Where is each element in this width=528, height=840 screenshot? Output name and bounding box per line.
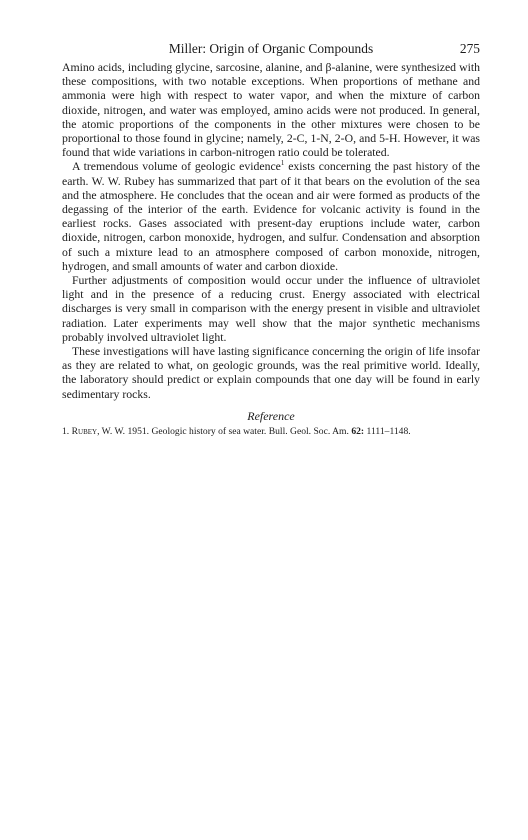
page-number: 275 — [459, 41, 480, 56]
reference-volume: 62: — [351, 425, 365, 437]
reference-pages: 1111–1148. — [366, 425, 411, 437]
footnote-marker: 1 — [280, 159, 285, 168]
page — [62, 40, 480, 437]
reference-author: Rubey, W. W. — [71, 425, 126, 437]
paragraph-geologic-evidence-start: A tremendous volume of geologic evidence — [72, 160, 281, 174]
reference-entry — [62, 426, 480, 438]
paragraph-further-adjustments: Further adjustments of composition would occur under the influence of ultraviolet light and in the presence of a reducing crust. Energy associated with electrical discharges is very small in comparison with the energy present in visible and ultraviolet radiation. Later experiments may well show that the major synthetic mechanisms probably involved ultraviolet light. — [62, 274, 480, 344]
reference-journal: Bull. Geol. Soc. Am. — [268, 425, 349, 437]
reference-year: 1951. — [127, 425, 150, 437]
paragraph-geologic-evidence — [62, 160, 480, 274]
reference-title: Geologic history of sea water. — [151, 425, 267, 437]
running-head — [62, 40, 480, 58]
paragraph-investigations: These investigations will have lasting significance concerning the origin of life insofar as they are related to what, on geologic grounds, was the real primitive world. Ideally, the laboratory should predict or explain compounds that one day will be found in early sedimentary rocks. — [62, 345, 480, 401]
running-title: Miller: Origin of Organic Compounds — [168, 41, 374, 56]
reference-number: 1. — [62, 425, 70, 437]
paragraph-amino-acids: Amino acids, including glycine, sarcosine, alanine, and β-alanine, were synthesized with these compositions, with two notable exceptions. When proportions of methane and ammonia were high with respect to water vapor, and when the mixture of carbon dioxide, nitrogen, and water was employed, amino acids were not produced. In general, the atomic proportions of the components in the other mixtures were chosen to be proportional to those found in glycine; namely, 2-C, 1-N, 2-O, and 5-H. However, it was found that wide variations in carbon-nitrogen ratio could be tolerated. — [62, 61, 480, 160]
reference-heading: Reference — [247, 408, 295, 423]
paragraph-geologic-evidence-rest: exists concerning the past history of the earth. W. W. Rubey has summarized that part of it that bears on the evolution of the sea and the atmosphere. He concludes that the ocean and air were formed as products of the degassing of the interior of the earth. Evidence for volcanic activity is found in the earliest rocks. Gases associated with present-day eruptions include water, carbon dioxide, nitrogen, carbon monoxide, hydrogen, and sulfur. Condensation and absorption of such a mixture lead to an atmosphere composed of carbon monoxide, nitrogen, hydrogen, and small amounts of water and carbon dioxide. — [62, 160, 480, 273]
